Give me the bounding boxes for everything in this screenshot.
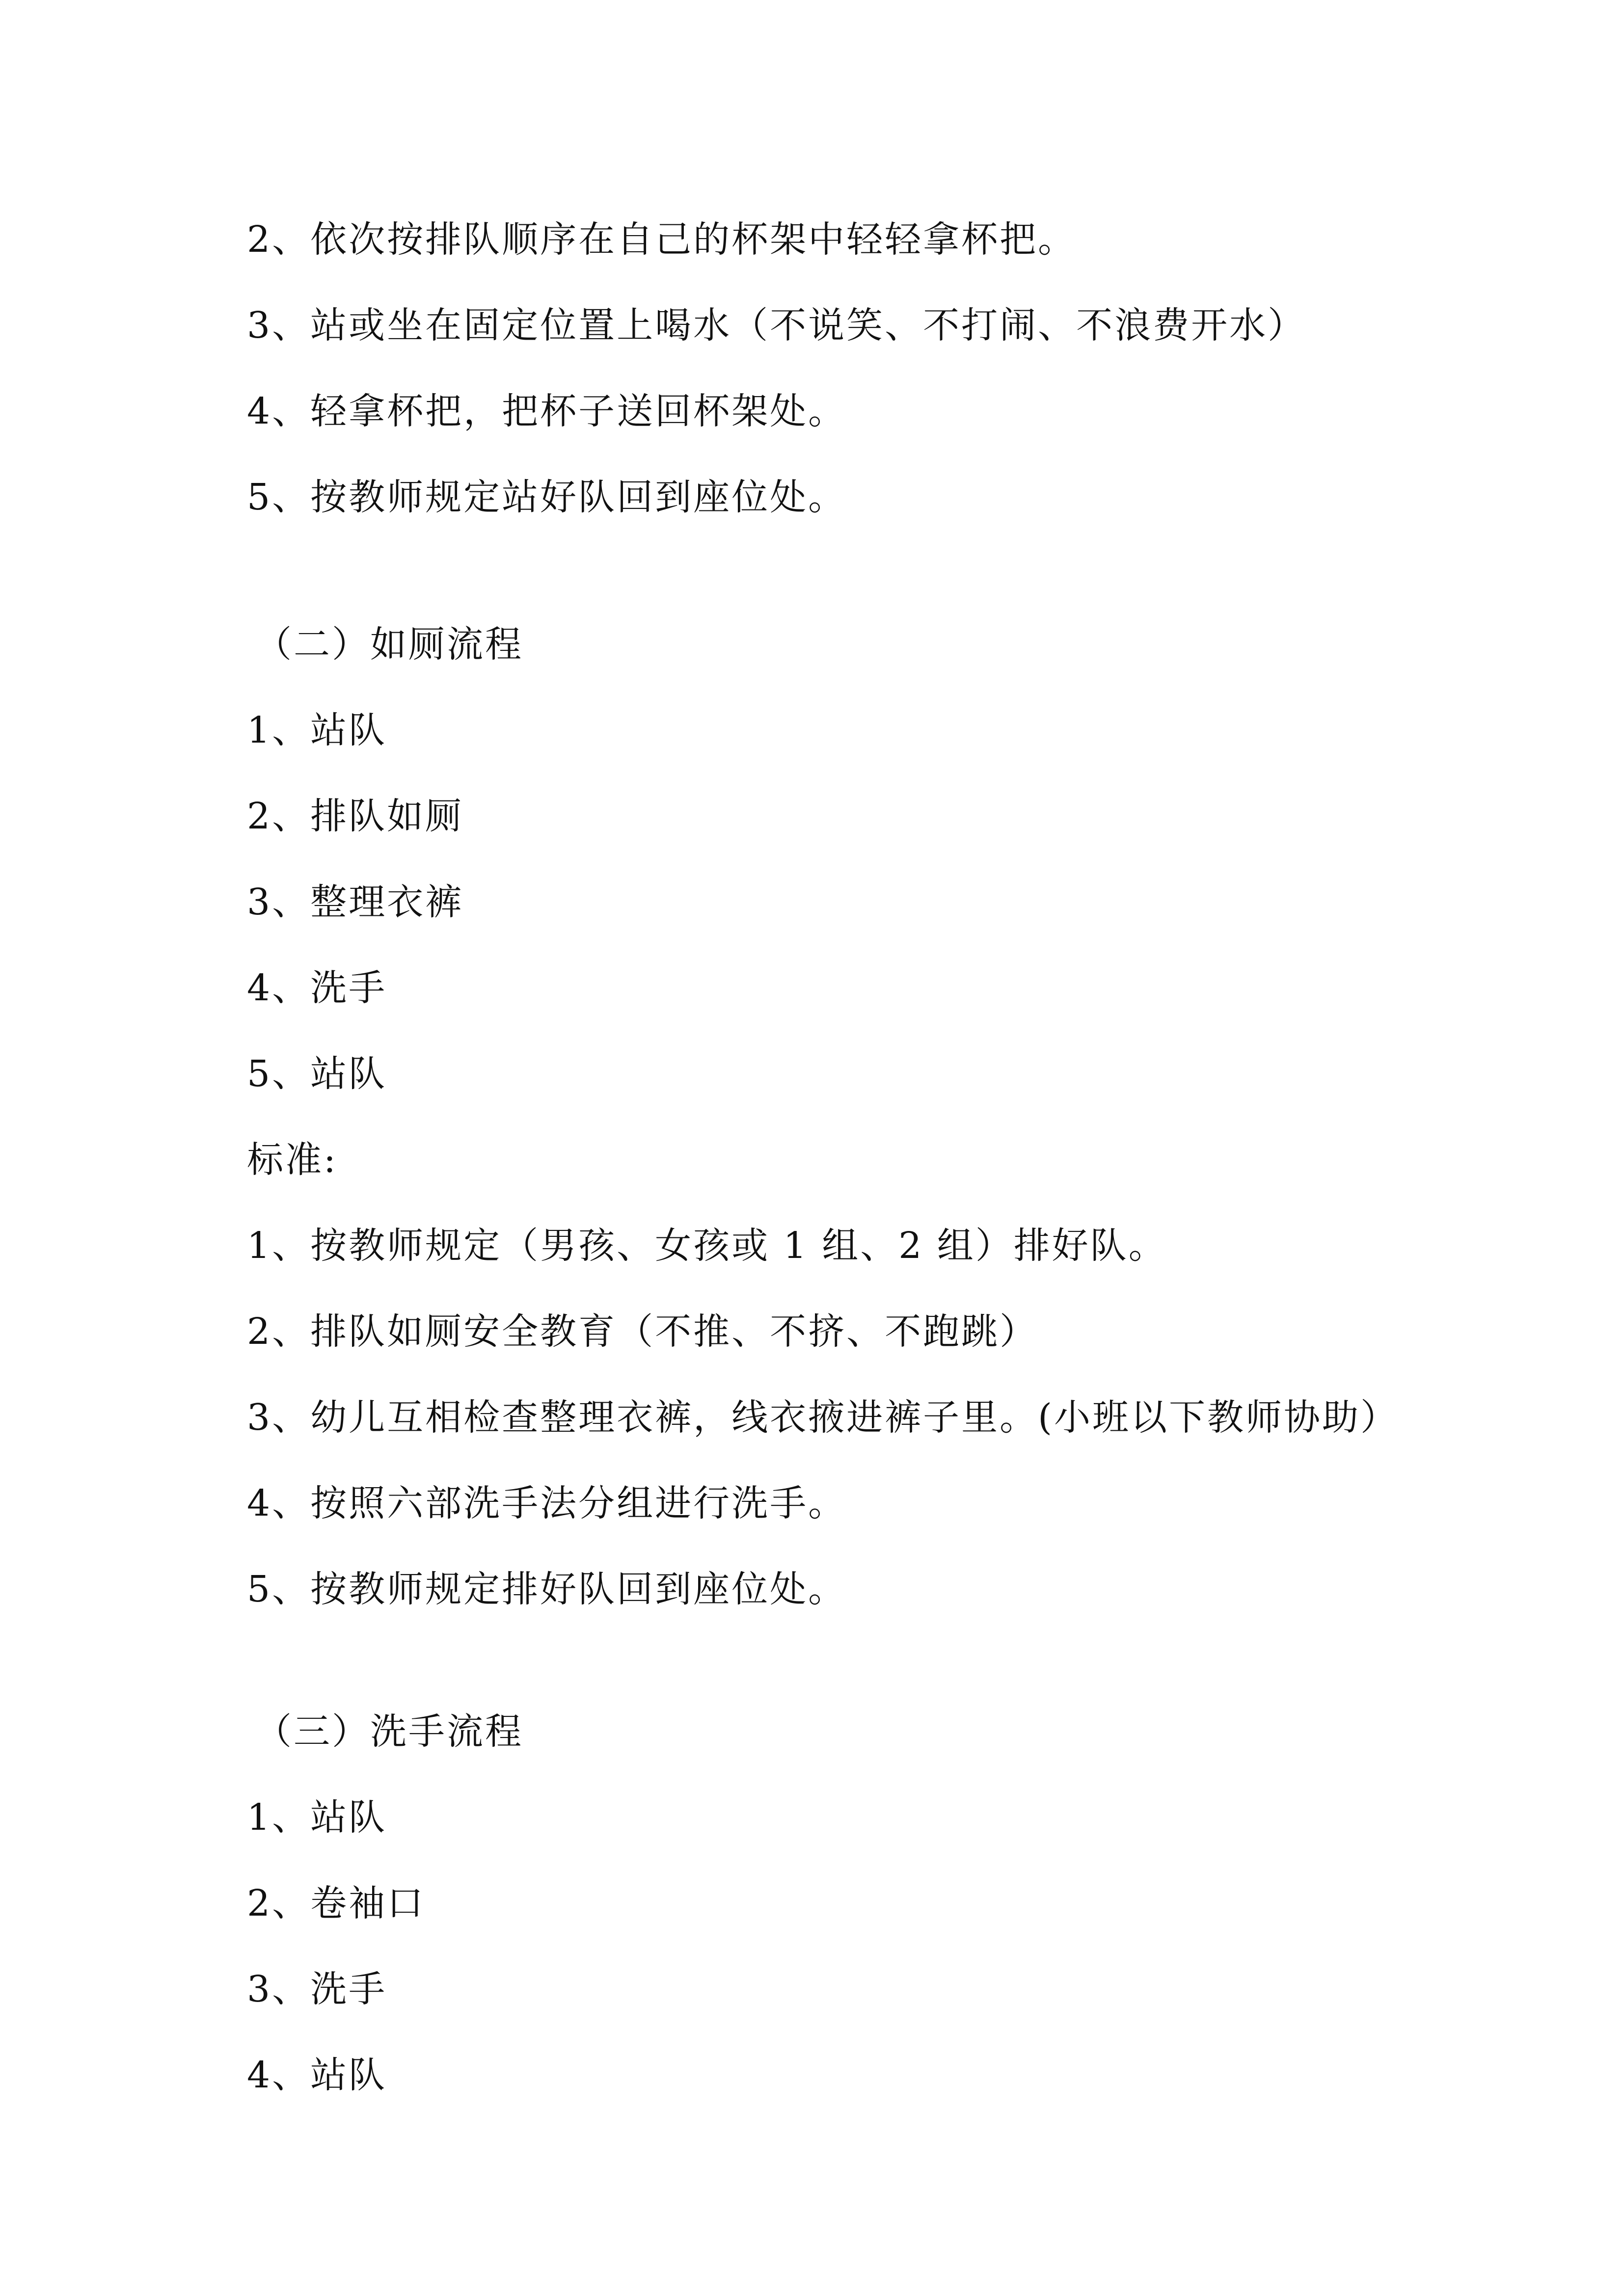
drinking-step-3: 3、站或坐在固定位置上喝水（不说笑、不打闹、不浪费开水） (247, 304, 1306, 347)
drinking-step-5: 5、按教师规定站好队回到座位处。 (247, 476, 847, 518)
toilet-standard-2: 2、排队如厕安全教育（不推、不挤、不跑跳） (247, 1310, 1038, 1353)
toilet-standard-4: 4、按照六部洗手法分组进行洗手。 (247, 1482, 847, 1524)
drinking-step-2: 2、依次按排队顺序在自己的杯架中轻轻拿杯把。 (247, 218, 1077, 261)
toilet-step-2: 2、排队如厕 (247, 795, 464, 837)
toilet-standard-1: 1、按教师规定（男孩、女孩或 1 组、2 组）排好队。 (247, 1225, 1167, 1267)
drinking-step-4: 4、轻拿杯把，把杯子送回杯架处。 (247, 390, 847, 432)
handwash-step-3: 3、洗手 (247, 1968, 387, 2010)
toilet-section-heading: （二）如厕流程 (255, 623, 523, 666)
toilet-step-3: 3、整理衣裤 (247, 881, 464, 923)
toilet-standard-3: 3、幼儿互相检查整理衣裤，线衣掖进裤子里。(小班以下教师协助） (247, 1396, 1399, 1439)
handwash-step-4: 4、站队 (247, 2054, 387, 2096)
standard-label: 标准: (247, 1139, 338, 1181)
handwash-step-1: 1、站队 (247, 1796, 387, 1839)
toilet-step-5: 5、站队 (247, 1053, 387, 1095)
handwash-step-2: 2、卷袖口 (247, 1882, 426, 1924)
toilet-standard-5: 5、按教师规定排好队回到座位处。 (247, 1568, 847, 1610)
handwash-section-heading: （三）洗手流程 (255, 1710, 523, 1753)
toilet-step-1: 1、站队 (247, 709, 387, 751)
toilet-step-4: 4、洗手 (247, 967, 387, 1009)
